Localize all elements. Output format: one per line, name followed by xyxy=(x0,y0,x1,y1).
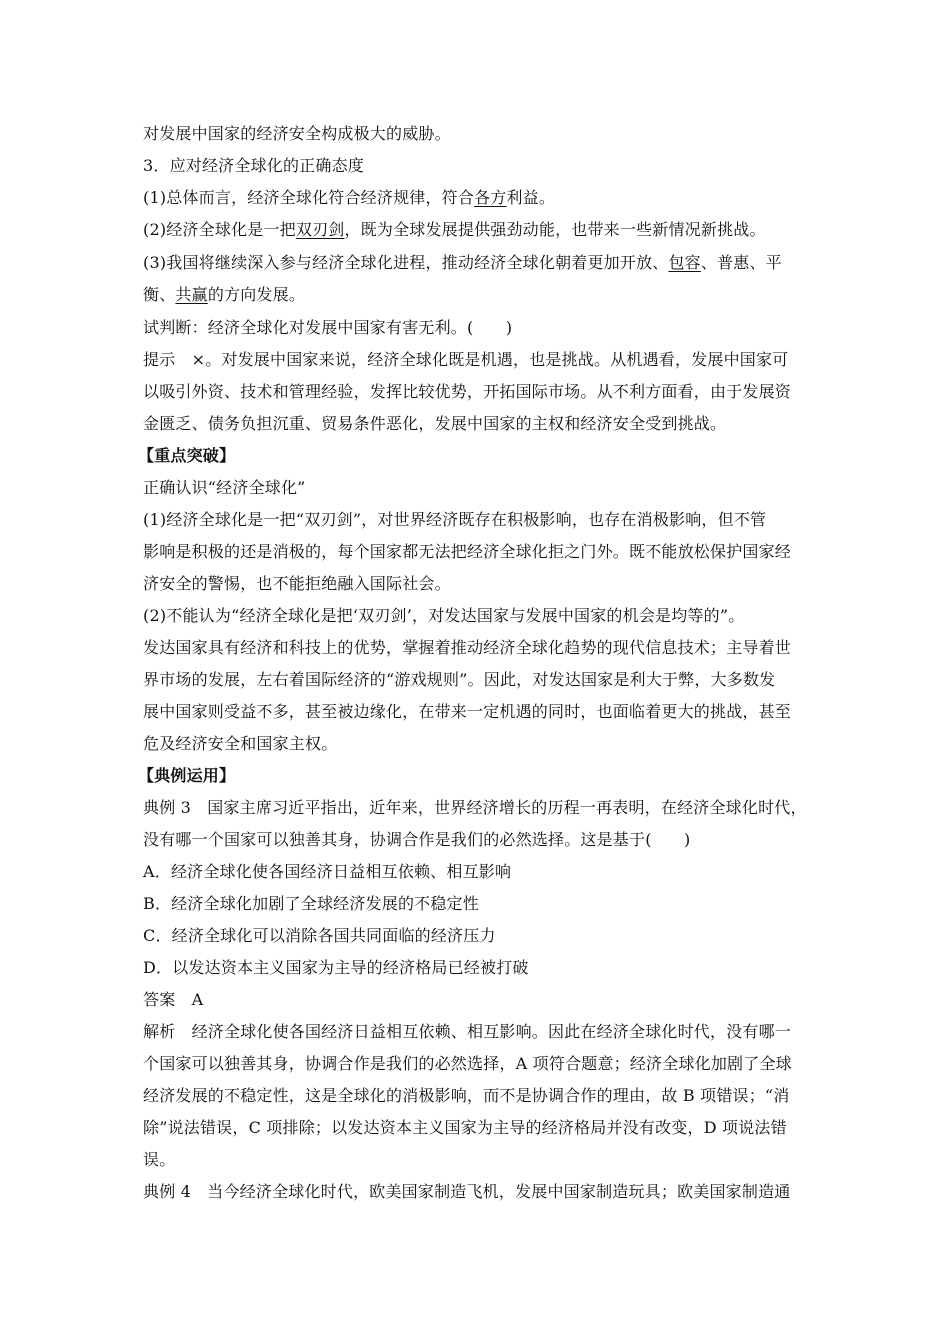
paragraph-line: 危及经济安全和国家主权。 xyxy=(143,734,338,753)
paragraph-line: 影响是积极的还是消极的，每个国家都无法把经济全球化拒之门外。既不能放松保护国家经 xyxy=(143,542,792,561)
hint-line: 金匮乏、债务负担沉重、贸易条件恶化，发展中国家的主权和经济安全受到挑战。 xyxy=(143,414,727,433)
point-2 xyxy=(143,220,823,240)
option-a: A．经济全球化使各国经济日益相互依赖、相互影响 xyxy=(143,862,512,881)
judgment-question: 试判断：经济全球化对发展中国家有害无利。( ) xyxy=(143,318,513,337)
point-1 xyxy=(143,188,823,208)
analysis-line: 除”说法错误，C 项排除；以发达资本主义国家为主导的经济格局并没有改变，D 项说法错 xyxy=(143,1118,787,1137)
analysis-line: 解析 经济全球化使各国经济日益相互依赖、相互影响。因此在经济全球化时代，没有哪一 xyxy=(143,1022,792,1041)
text: (3)我国将继续深入参与经济全球化进程，推动经济全球化朝着更加开放、 xyxy=(143,253,669,272)
text: (1)总体而言，经济全球化符合经济规律，符合 xyxy=(143,188,475,207)
text: ，既为全球发展提供强劲动能，也带来一些新情况新挑战。 xyxy=(344,220,766,239)
paragraph-line: 界市场的发展，左右着国际经济的“游戏规则”。因此，对发达国家是利大于弊，大多数发 xyxy=(143,670,776,689)
analysis-line: 经济发展的不稳定性，这是全球化的消极影响，而不是协调合作的理由，故 B 项错误；“消 xyxy=(143,1086,790,1105)
option-c: C．经济全球化可以消除各国共同面临的经济压力 xyxy=(143,926,496,945)
paragraph-line: 济安全的警惕，也不能拒绝融入国际社会。 xyxy=(143,574,451,593)
text: (2)经济全球化是一把 xyxy=(143,220,296,239)
example-3-stem: 典例 3 国家主席习近平指出，近年来，世界经济增长的历程一再表明，在经济全球化时代， xyxy=(143,798,807,817)
paragraph-line: (1)经济全球化是一把“双刃剑”，对世界经济既存在积极影响，也存在消极影响，但不管 xyxy=(143,510,767,529)
example-4-stem: 典例 4 当今经济全球化时代，欧美国家制造飞机，发展中国家制造玩具；欧美国家制造通 xyxy=(143,1182,791,1201)
example-3-stem: 没有哪一个国家可以独善其身，协调合作是我们的必然选择。这是基于( ) xyxy=(143,830,691,849)
underlined-keyword: 共赢 xyxy=(175,285,208,304)
section-label-key-points: 【重点突破】 xyxy=(138,446,236,465)
paragraph-line: (2)不能认为“经济全球化是把‘双刃剑’，对发达国家与发展中国家的机会是均等的”。 xyxy=(143,606,745,625)
subheading: 正确认识“经济全球化” xyxy=(143,478,306,497)
underlined-keyword: 各方 xyxy=(474,188,507,207)
paragraph-line: 展中国家则受益不多，甚至被边缘化，在带来一定机遇的同时，也面临着更大的挑战，甚至 xyxy=(143,702,792,721)
analysis-line: 误。 xyxy=(143,1150,176,1169)
hint-line: 提示 ×。对发展中国家来说，经济全球化既是机遇，也是挑战。从机遇看，发展中国家可 xyxy=(143,350,789,369)
option-d: D．以发达资本主义国家为主导的经济格局已经被打破 xyxy=(143,958,529,977)
text: 利益。 xyxy=(506,188,556,207)
option-b: B．经济全球化加剧了全球经济发展的不稳定性 xyxy=(143,894,479,913)
analysis-line: 个国家可以独善其身，协调合作是我们的必然选择，A 项符合题意；经济全球化加剧了全球 xyxy=(143,1054,792,1073)
answer-line: 答案 A xyxy=(143,990,204,1009)
text: 衡、 xyxy=(143,285,176,304)
text: 的方向发展。 xyxy=(207,285,306,304)
underlined-keyword: 双刃剑 xyxy=(295,220,345,239)
underlined-keyword: 包容 xyxy=(668,253,701,272)
section-label-examples: 【典例运用】 xyxy=(138,766,236,785)
paragraph-line: 对发展中国家的经济安全构成极大的威胁。 xyxy=(143,124,451,143)
hint-line: 以吸引外资、技术和管理经验，发挥比较优势，开拓国际市场。从不利方面看，由于发展资 xyxy=(143,382,792,401)
point-3 xyxy=(143,253,823,273)
paragraph-line: 发达国家具有经济和科技上的优势，掌握着推动经济全球化趋势的现代信息技术；主导着世 xyxy=(143,638,792,657)
point-3-cont xyxy=(143,285,823,305)
text: 、普惠、平 xyxy=(700,253,782,272)
section-heading: 3．应对经济全球化的正确态度 xyxy=(143,156,364,175)
